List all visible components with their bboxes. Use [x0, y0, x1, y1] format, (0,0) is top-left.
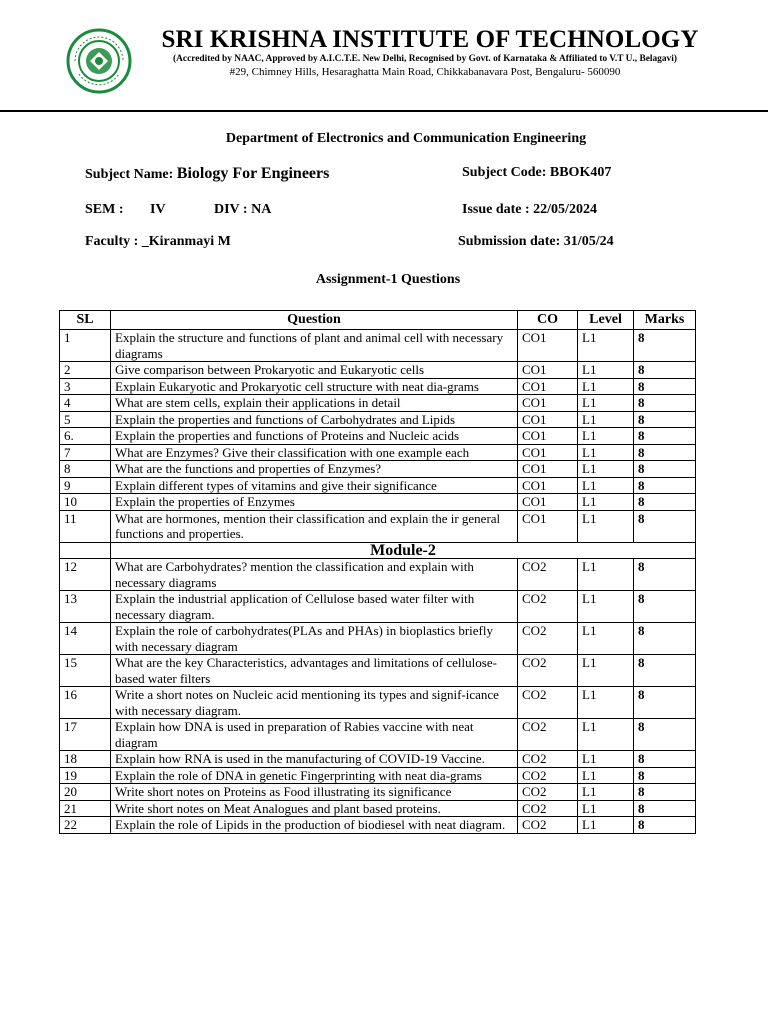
row-marks: 8	[634, 591, 696, 623]
institute-name: SRI KRISHNA INSTITUTE OF TECHNOLOGY	[161, 26, 699, 53]
row-co: CO1	[518, 510, 578, 542]
row-level: L1	[578, 767, 634, 784]
row-level: L1	[578, 784, 634, 801]
row-co: CO2	[518, 817, 578, 834]
assignment-title: Assignment-1 Questions	[315, 272, 461, 287]
row-question: Explain the industrial application of Cellulose based water filter with necessary diagram.	[111, 591, 518, 623]
module-1-rows	[60, 330, 696, 543]
row-sl: 22	[60, 817, 111, 834]
row-marks: 8	[634, 800, 696, 817]
sem-value: IV	[150, 202, 166, 217]
row-question: What are Carbohydrates? mention the classification and explain with necessary diagrams	[111, 559, 518, 591]
row-marks: 8	[634, 655, 696, 687]
row-sl: 5	[60, 411, 111, 428]
row-sl: 19	[60, 767, 111, 784]
sem-label: SEM :	[85, 202, 124, 217]
row-co: CO2	[518, 591, 578, 623]
row-sl: 12	[60, 559, 111, 591]
row-co: CO2	[518, 687, 578, 719]
row-level: L1	[578, 362, 634, 379]
row-question: Explain how DNA is used in preparation of Rabies vaccine with neat diagram	[111, 719, 518, 751]
row-co: CO1	[518, 362, 578, 379]
table-row	[60, 362, 696, 379]
table-header-row	[60, 311, 696, 330]
row-sl: 14	[60, 623, 111, 655]
row-question: Explain the role of DNA in genetic Fingerprinting with neat dia-grams	[111, 767, 518, 784]
row-question: What are stem cells, explain their applications in detail	[111, 395, 518, 412]
row-co: CO2	[518, 767, 578, 784]
row-marks: 8	[634, 751, 696, 768]
table-row	[60, 444, 696, 461]
row-level: L1	[578, 623, 634, 655]
row-sl: 8	[60, 461, 111, 478]
row-question: What are Enzymes? Give their classification with one example each	[111, 444, 518, 461]
table-row	[60, 784, 696, 801]
row-level: L1	[578, 395, 634, 412]
row-level: L1	[578, 751, 634, 768]
subject-code: Subject Code: BBOK407	[462, 165, 612, 180]
row-question: Explain the properties and functions of Carbohydrates and Lipids	[111, 411, 518, 428]
row-sl: 1	[60, 330, 111, 362]
table-row	[60, 411, 696, 428]
row-sl: 2	[60, 362, 111, 379]
row-level: L1	[578, 800, 634, 817]
row-co: CO1	[518, 461, 578, 478]
row-marks: 8	[634, 395, 696, 412]
subject-name-row	[85, 165, 329, 183]
table-row	[60, 800, 696, 817]
row-marks: 8	[634, 623, 696, 655]
row-co: CO1	[518, 330, 578, 362]
row-question: Explain the properties and functions of Proteins and Nucleic acids	[111, 428, 518, 445]
row-co: CO2	[518, 784, 578, 801]
institute-address: #29, Chimney Hills, Hesaraghatta Main Road, Chikkabanavara Post, Bengaluru- 560090	[229, 66, 621, 78]
row-sl: 20	[60, 784, 111, 801]
row-marks: 8	[634, 378, 696, 395]
row-marks: 8	[634, 719, 696, 751]
row-level: L1	[578, 719, 634, 751]
row-level: L1	[578, 559, 634, 591]
table-row	[60, 655, 696, 687]
row-co: CO1	[518, 477, 578, 494]
row-sl: 11	[60, 510, 111, 542]
table-row	[60, 817, 696, 834]
row-marks: 8	[634, 494, 696, 511]
row-level: L1	[578, 461, 634, 478]
table-row	[60, 767, 696, 784]
table-row	[60, 395, 696, 412]
issue-date: Issue date : 22/05/2024	[462, 202, 597, 217]
table-row	[60, 687, 696, 719]
row-sl: 9	[60, 477, 111, 494]
row-level: L1	[578, 655, 634, 687]
table-row	[60, 623, 696, 655]
row-level: L1	[578, 687, 634, 719]
row-sl: 18	[60, 751, 111, 768]
module-2-rows	[60, 559, 696, 834]
row-level: L1	[578, 477, 634, 494]
row-co: CO1	[518, 428, 578, 445]
row-question: What are hormones, mention their classification and explain the ir general functions and properties.	[111, 510, 518, 542]
row-marks: 8	[634, 559, 696, 591]
table-row	[60, 751, 696, 768]
table-row	[60, 510, 696, 542]
row-co: CO2	[518, 559, 578, 591]
header-question: Question	[111, 311, 518, 330]
institute-logo	[62, 28, 136, 94]
row-question: Write short notes on Meat Analogues and plant based proteins.	[111, 800, 518, 817]
row-marks: 8	[634, 784, 696, 801]
row-sl: 17	[60, 719, 111, 751]
row-question: Give comparison between Prokaryotic and Eukaryotic cells	[111, 362, 518, 379]
table-row	[60, 494, 696, 511]
row-co: CO2	[518, 751, 578, 768]
row-co: CO1	[518, 444, 578, 461]
row-question: What are the functions and properties of Enzymes?	[111, 461, 518, 478]
row-marks: 8	[634, 362, 696, 379]
table-row	[60, 591, 696, 623]
row-marks: 8	[634, 477, 696, 494]
table-row	[60, 428, 696, 445]
row-sl: 16	[60, 687, 111, 719]
row-level: L1	[578, 444, 634, 461]
row-level: L1	[578, 411, 634, 428]
row-question: Write short notes on Proteins as Food illustrating its significance	[111, 784, 518, 801]
row-marks: 8	[634, 411, 696, 428]
header-level: Level	[578, 311, 634, 330]
row-question: Explain the role of Lipids in the production of biodiesel with neat diagram.	[111, 817, 518, 834]
row-co: CO1	[518, 494, 578, 511]
module-2-label: Module-2	[111, 542, 696, 559]
row-co: CO2	[518, 655, 578, 687]
row-marks: 8	[634, 687, 696, 719]
department-title: Department of Electronics and Communication Engineering	[225, 131, 587, 146]
row-marks: 8	[634, 461, 696, 478]
table-row	[60, 330, 696, 362]
row-marks: 8	[634, 428, 696, 445]
header-co: CO	[518, 311, 578, 330]
row-co: CO1	[518, 395, 578, 412]
header-divider	[0, 110, 768, 112]
row-sl: 13	[60, 591, 111, 623]
institute-accreditation: (Accredited by NAAC, Approved by A.I.C.T.E. New Delhi, Recognised by Govt. of Karnataka & Affiliated to V.T U., Belagavi)	[173, 54, 677, 64]
row-level: L1	[578, 428, 634, 445]
row-co: CO2	[518, 623, 578, 655]
module-row	[60, 542, 696, 559]
row-level: L1	[578, 817, 634, 834]
row-sl: 21	[60, 800, 111, 817]
row-question: Explain how RNA is used in the manufacturing of COVID-19 Vaccine.	[111, 751, 518, 768]
row-co: CO1	[518, 411, 578, 428]
row-sl: 7	[60, 444, 111, 461]
table-row	[60, 719, 696, 751]
row-marks: 8	[634, 817, 696, 834]
row-sl: 4	[60, 395, 111, 412]
row-marks: 8	[634, 510, 696, 542]
subject-name-value: Biology For Engineers	[176, 165, 330, 182]
row-level: L1	[578, 591, 634, 623]
header-sl: SL	[60, 311, 111, 330]
row-marks: 8	[634, 767, 696, 784]
row-question: Explain Eukaryotic and Prokaryotic cell structure with neat dia-grams	[111, 378, 518, 395]
row-co: CO1	[518, 378, 578, 395]
table-row	[60, 477, 696, 494]
row-co: CO2	[518, 800, 578, 817]
submission-date: Submission date: 31/05/24	[458, 234, 614, 249]
table-row	[60, 461, 696, 478]
row-question: Explain the properties of Enzymes	[111, 494, 518, 511]
row-question: What are the key Characteristics, advantages and limitations of cellulose-based water filters	[111, 655, 518, 687]
row-level: L1	[578, 330, 634, 362]
row-co: CO2	[518, 719, 578, 751]
row-sl: 3	[60, 378, 111, 395]
faculty: Faculty : _Kiranmayi M	[85, 234, 231, 249]
row-marks: 8	[634, 444, 696, 461]
row-marks: 8	[634, 330, 696, 362]
table-row	[60, 378, 696, 395]
row-level: L1	[578, 378, 634, 395]
header-marks: Marks	[634, 311, 696, 330]
row-level: L1	[578, 494, 634, 511]
div-value: DIV : NA	[214, 202, 272, 217]
row-question: Write a short notes on Nucleic acid mentioning its types and signif-icance with necessary diagram.	[111, 687, 518, 719]
row-sl: 6.	[60, 428, 111, 445]
questions-table	[59, 310, 696, 834]
module-2-header	[60, 542, 696, 559]
row-question: Explain the structure and functions of plant and animal cell with necessary diagrams	[111, 330, 518, 362]
row-sl: 15	[60, 655, 111, 687]
subject-name-label: Subject Name:	[85, 167, 174, 182]
row-sl: 10	[60, 494, 111, 511]
row-question: Explain different types of vitamins and give their significance	[111, 477, 518, 494]
row-question: Explain the role of carbohydrates(PLAs and PHAs) in bioplastics briefly with necessary diagram	[111, 623, 518, 655]
row-level: L1	[578, 510, 634, 542]
table-row	[60, 559, 696, 591]
